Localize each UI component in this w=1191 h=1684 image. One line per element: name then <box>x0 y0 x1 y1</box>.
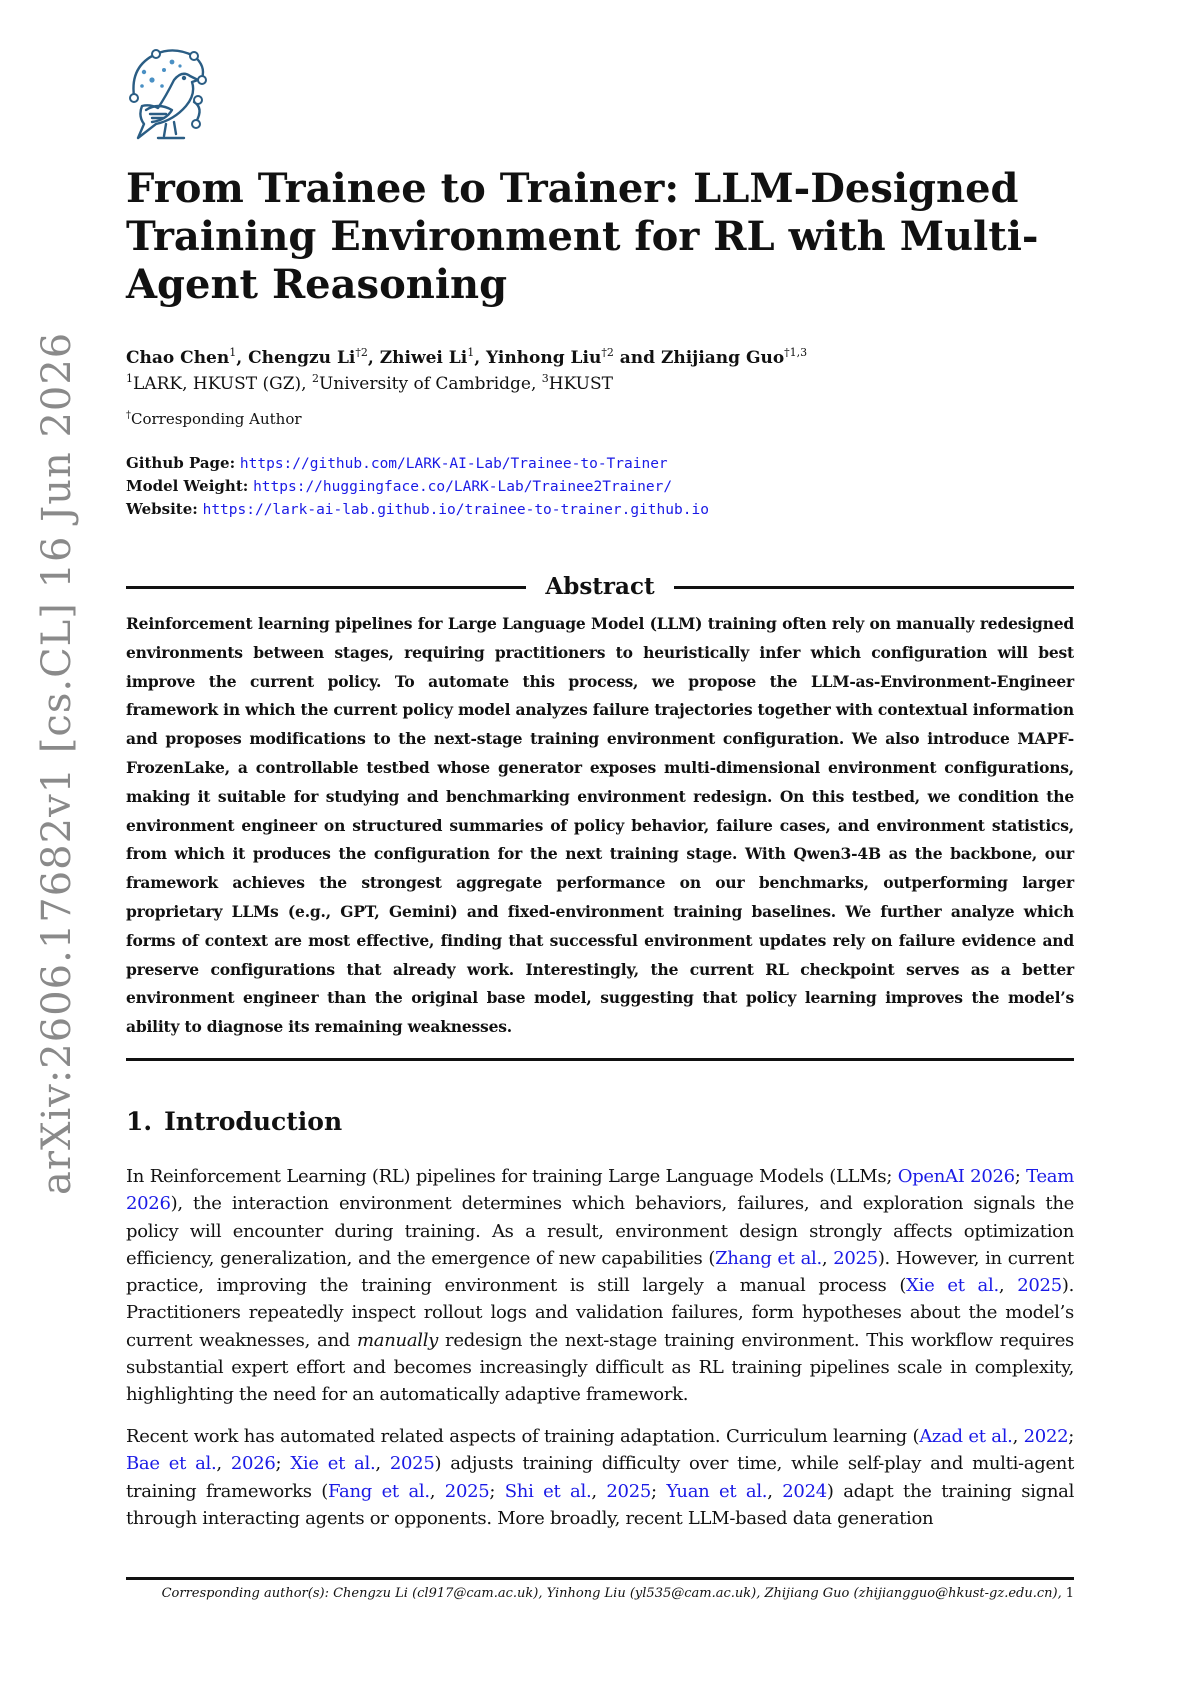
paper-title: From Trainee to Trainer: LLM-Designed Training Environment for RL with Multi-Agent Reasoning <box>126 165 1039 308</box>
corresponding-note-text: Corresponding Author <box>131 410 302 428</box>
body-text: , <box>821 1247 834 1269</box>
citation-link[interactable]: Zhang et al. <box>715 1247 822 1269</box>
affiliation-separator: , <box>530 374 542 394</box>
citation-link[interactable]: 2025 <box>389 1453 435 1475</box>
abstract-rule-right <box>674 586 1074 589</box>
author-name: Zhijiang Guo <box>660 348 785 368</box>
intro-paragraph-2 <box>126 1423 1074 1532</box>
citation-link[interactable]: Xie et al. <box>290 1453 376 1475</box>
citation-link[interactable]: 2022 <box>1023 1426 1069 1447</box>
author-name: Yinhong Liu <box>486 348 602 368</box>
abstract-text: Reinforcement learning pipelines for Large Language Model (LLM) training often rely on manually redesigned environments between stages, requiring practitioners to heuristically infer which configuration will best improve the current policy. To automate this process, we propose the LLM-as-Environment-Engineer framework in which the current policy model analyzes failure trajectories together with contextual information and proposes modifications to the next-stage training environment configuration. We also introduce MAPF-FrozenLake, a controllable testbed whose generator exposes multi-dimensional environment configurations, making it suitable for studying and benchmarking environment redesign. On this testbed, we condition the environment engineer on structured summaries of policy behavior, failure cases, and environment statistics, from which it produces the configuration for the next training stage. With Qwen3-4B as the backbone, our framework achieves the strongest aggregate performance on our benchmarks, outperforming larger proprietary LLMs (e.g., GPT, Gemini) and fixed-environment training baselines. We further analyze which forms of context are most effective, finding that successful environment updates rely on failure evidence and preserve configurations that already work. Interestingly, the current RL checkpoint serves as a better environment engineer than the original base model, suggesting that policy learning improves the model’s ability to diagnose its remaining weaknesses. <box>126 614 1074 1037</box>
section-number: 1. <box>126 1107 153 1136</box>
page-number: 1 <box>1065 1586 1074 1601</box>
citation-link[interactable]: 2025 <box>1017 1275 1062 1297</box>
body-text: , <box>1012 1426 1024 1447</box>
github-label: Github Page: <box>126 454 236 472</box>
github-link-row <box>126 452 1086 475</box>
citation-link[interactable]: 2025 <box>444 1480 490 1502</box>
body-text: ; <box>1068 1426 1075 1447</box>
citation-link[interactable]: 2026 <box>230 1453 276 1475</box>
arxiv-stamp: arXiv:2606.17682v1 [cs.CL] 16 Jun 2026 <box>34 331 80 1195</box>
section-title: Introduction <box>164 1107 343 1136</box>
body-text: ; <box>489 1480 505 1502</box>
model-weight-link-row <box>126 475 1086 498</box>
affiliation-name: LARK, HKUST (GZ) <box>133 374 302 394</box>
footer-corresponding-authors: Corresponding author(s): Chengzu Li (cl917@cam.ac.uk), Yinhong Liu (yl535@cam.ac.uk), Zhijiang Guo (zhijiangguo@hkust-gz.edu.cn), <box>161 1586 1062 1601</box>
affiliation-name: HKUST <box>548 374 613 394</box>
abstract-header <box>126 572 1074 602</box>
author-separator: , <box>367 348 380 368</box>
author-separator: , <box>236 348 249 368</box>
corresponding-note <box>126 405 302 430</box>
github-link[interactable]: https://github.com/LARK-AI-Lab/Trainee-to-Trainer <box>239 456 668 472</box>
author-affil-mark: †1,3 <box>784 346 808 359</box>
website-link-row <box>126 498 1086 521</box>
affiliation-mark: 3 <box>541 372 549 385</box>
author-affil-mark: 1 <box>467 346 475 359</box>
body-text: ). Practitioners repeatedly inspect rollout logs and validation failures, form hypotheses about the model’s current weaknesses, and <box>126 1275 1074 1351</box>
body-text: , <box>591 1480 607 1502</box>
author-and: and <box>619 348 656 368</box>
citation-link[interactable]: Shi et al. <box>504 1480 592 1502</box>
author-name: Zhiwei Li <box>379 348 468 368</box>
citation-link[interactable]: Yuan et al. <box>666 1480 768 1502</box>
footer-rule <box>126 1577 1074 1580</box>
body-text: ). However, in current practice, improving the training environment is still largely a manual process ( <box>126 1247 1074 1297</box>
citation-link[interactable]: 2024 <box>782 1480 827 1502</box>
body-text: , <box>429 1480 445 1502</box>
affiliation-mark: 2 <box>311 372 319 385</box>
model-weight-label: Model Weight: <box>126 477 249 495</box>
bird-network-logo-icon <box>122 44 218 148</box>
author-name: Chengzu Li <box>248 348 356 368</box>
author-list <box>126 341 1086 370</box>
body-text: ), the interaction environment determines which behaviors, failures, and exploration signals the policy will encounter during training. As a result, environment design strongly affects optimization efficiency, generalization, and the emergence of new capabilities ( <box>126 1193 1074 1269</box>
body-text: redesign the next-stage training environment. This workflow requires substantial expert effort and becomes increasingly difficult as RL training pipelines scale in complexity, highlighting the need for an automatically adaptive framework. <box>126 1329 1074 1406</box>
author-affil-mark: †2 <box>355 346 368 359</box>
author-separator: , <box>474 348 487 368</box>
affiliation-mark: 1 <box>126 372 133 385</box>
citation-link[interactable]: 2025 <box>833 1247 878 1269</box>
body-text: , <box>375 1453 390 1475</box>
body-text: In Reinforcement Learning (RL) pipelines for training Large Language Models (LLMs; <box>126 1166 898 1187</box>
body-text: , <box>998 1275 1018 1297</box>
body-text: ; <box>1014 1166 1027 1187</box>
body-text: ; <box>651 1480 667 1502</box>
website-label: Website: <box>126 500 198 518</box>
citation-link[interactable]: Team 2026 <box>126 1166 1075 1215</box>
author-name: Chao Chen <box>126 348 230 368</box>
resource-links <box>126 452 1086 521</box>
website-link[interactable]: https://lark-ai-lab.github.io/trainee-to-trainer.github.io <box>202 502 709 518</box>
body-text: ; <box>275 1453 291 1475</box>
body-text: , <box>767 1480 783 1502</box>
section-heading <box>126 1106 342 1138</box>
intro-paragraph-1 <box>126 1163 1074 1409</box>
model-weight-link[interactable]: https://huggingface.co/LARK-Lab/Trainee2Trainer/ <box>253 479 673 495</box>
dagger-mark: † <box>126 410 131 421</box>
abstract-heading: Abstract <box>545 573 655 600</box>
body-text: , <box>216 1453 231 1475</box>
citation-link[interactable]: 2025 <box>606 1480 652 1502</box>
emphasis-text: manually <box>357 1329 439 1351</box>
footer <box>126 1584 1074 1604</box>
body-text: Recent work has automated related aspects of training adaptation. Curriculum learning ( <box>126 1426 920 1447</box>
body-text: ) adapt the training signal through interacting agents or opponents. More broadly, recent LLM-based data generation <box>126 1480 1075 1529</box>
affiliation-separator: , <box>301 374 312 394</box>
citation-link[interactable]: Azad et al. <box>919 1426 1013 1447</box>
affiliation-name: University of Cambridge <box>318 374 531 394</box>
abstract-bottom-rule <box>126 1058 1074 1061</box>
author-affil-mark: 1 <box>229 346 237 359</box>
body-text: ) adjusts training difficulty over time, while self-play and multi-agent training frameworks ( <box>126 1453 1075 1502</box>
citation-link[interactable]: Fang et al. <box>328 1480 430 1502</box>
author-affil-mark: †2 <box>601 346 614 359</box>
citation-link[interactable]: OpenAI 2026 <box>897 1166 1015 1187</box>
citation-link[interactable]: Bae et al. <box>126 1453 217 1475</box>
affiliation-list <box>126 367 1086 396</box>
citation-link[interactable]: Xie et al. <box>906 1275 999 1297</box>
